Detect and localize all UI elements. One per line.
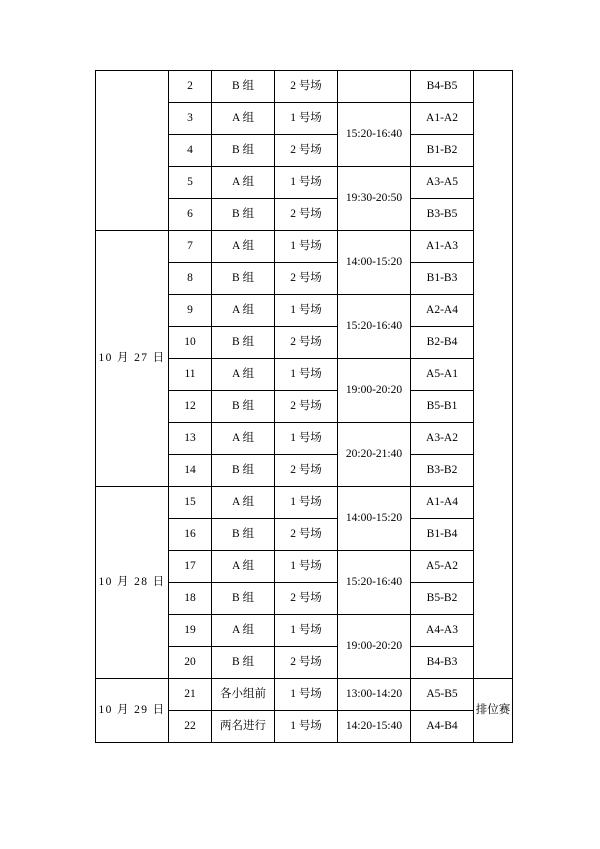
group-cell: A 组	[212, 167, 275, 199]
time-cell: 19:00-20:20	[338, 359, 411, 423]
court-cell: 2 号场	[275, 135, 338, 167]
court-cell: 2 号场	[275, 199, 338, 231]
time-cell: 14:00-15:20	[338, 487, 411, 551]
group-cell: B 组	[212, 647, 275, 679]
matchup-cell: A4-A3	[411, 615, 474, 647]
match-no-cell: 7	[169, 231, 212, 263]
note-cell: 排位赛	[474, 679, 513, 743]
date-cell: 10 月 28 日	[96, 487, 169, 679]
time-cell: 15:20-16:40	[338, 551, 411, 615]
court-cell: 2 号场	[275, 327, 338, 359]
group-cell: A 组	[212, 551, 275, 583]
matchup-cell: A1-A4	[411, 487, 474, 519]
matchup-cell: A3-A2	[411, 423, 474, 455]
match-no-cell: 15	[169, 487, 212, 519]
matchup-cell: B4-B5	[411, 71, 474, 103]
group-cell: B 组	[212, 391, 275, 423]
table-row	[96, 231, 513, 263]
group-cell: A 组	[212, 295, 275, 327]
match-no-cell: 4	[169, 135, 212, 167]
group-cell: A 组	[212, 359, 275, 391]
court-cell: 1 号场	[275, 231, 338, 263]
time-cell	[338, 71, 411, 103]
match-no-cell: 5	[169, 167, 212, 199]
group-cell: B 组	[212, 71, 275, 103]
court-cell: 2 号场	[275, 647, 338, 679]
court-cell: 2 号场	[275, 391, 338, 423]
match-no-cell: 6	[169, 199, 212, 231]
matchup-cell: A1-A3	[411, 231, 474, 263]
matchup-cell: B1-B4	[411, 519, 474, 551]
match-no-cell: 18	[169, 583, 212, 615]
match-no-cell: 9	[169, 295, 212, 327]
match-no-cell: 3	[169, 103, 212, 135]
group-cell: A 组	[212, 615, 275, 647]
time-cell: 15:20-16:40	[338, 103, 411, 167]
court-cell: 1 号场	[275, 359, 338, 391]
schedule-table	[95, 70, 513, 743]
court-cell: 2 号场	[275, 519, 338, 551]
matchup-cell: A5-A1	[411, 359, 474, 391]
matchup-cell: A1-A2	[411, 103, 474, 135]
date-cell	[96, 71, 169, 231]
time-cell: 13:00-14:20	[338, 679, 411, 711]
court-cell: 1 号场	[275, 295, 338, 327]
group-cell: B 组	[212, 583, 275, 615]
group-cell: 各小组前	[212, 679, 275, 711]
matchup-cell: A4-B4	[411, 711, 474, 743]
group-cell: A 组	[212, 103, 275, 135]
court-cell: 1 号场	[275, 679, 338, 711]
time-cell: 14:00-15:20	[338, 231, 411, 295]
table-row	[96, 487, 513, 519]
table-row	[96, 71, 513, 103]
court-cell: 2 号场	[275, 455, 338, 487]
match-no-cell: 22	[169, 711, 212, 743]
time-cell: 20:20-21:40	[338, 423, 411, 487]
court-cell: 2 号场	[275, 71, 338, 103]
match-no-cell: 8	[169, 263, 212, 295]
matchup-cell: A2-A4	[411, 295, 474, 327]
group-cell: B 组	[212, 263, 275, 295]
match-no-cell: 20	[169, 647, 212, 679]
court-cell: 1 号场	[275, 615, 338, 647]
court-cell: 1 号场	[275, 711, 338, 743]
matchup-cell: B3-B5	[411, 199, 474, 231]
time-cell: 14:20-15:40	[338, 711, 411, 743]
group-cell: A 组	[212, 231, 275, 263]
match-no-cell: 14	[169, 455, 212, 487]
time-cell: 19:00-20:20	[338, 615, 411, 679]
court-cell: 1 号场	[275, 487, 338, 519]
group-cell: A 组	[212, 487, 275, 519]
court-cell: 1 号场	[275, 167, 338, 199]
matchup-cell: B1-B3	[411, 263, 474, 295]
match-no-cell: 11	[169, 359, 212, 391]
match-no-cell: 17	[169, 551, 212, 583]
court-cell: 2 号场	[275, 583, 338, 615]
matchup-cell: B5-B1	[411, 391, 474, 423]
court-cell: 1 号场	[275, 103, 338, 135]
group-cell: B 组	[212, 455, 275, 487]
court-cell: 1 号场	[275, 423, 338, 455]
match-no-cell: 12	[169, 391, 212, 423]
group-cell: B 组	[212, 519, 275, 551]
match-no-cell: 10	[169, 327, 212, 359]
matchup-cell: B3-B2	[411, 455, 474, 487]
match-no-cell: 19	[169, 615, 212, 647]
match-no-cell: 16	[169, 519, 212, 551]
court-cell: 2 号场	[275, 263, 338, 295]
group-cell: B 组	[212, 327, 275, 359]
matchup-cell: B5-B2	[411, 583, 474, 615]
court-cell: 1 号场	[275, 551, 338, 583]
note-cell	[474, 71, 513, 679]
group-cell: 两名进行	[212, 711, 275, 743]
matchup-cell: A3-A5	[411, 167, 474, 199]
schedule-table-body	[96, 71, 513, 743]
match-no-cell: 2	[169, 71, 212, 103]
match-no-cell: 21	[169, 679, 212, 711]
match-no-cell: 13	[169, 423, 212, 455]
group-cell: B 组	[212, 135, 275, 167]
matchup-cell: B2-B4	[411, 327, 474, 359]
matchup-cell: A5-A2	[411, 551, 474, 583]
date-cell: 10 月 27 日	[96, 231, 169, 487]
matchup-cell: A5-B5	[411, 679, 474, 711]
time-cell: 19:30-20:50	[338, 167, 411, 231]
matchup-cell: B1-B2	[411, 135, 474, 167]
table-row	[96, 679, 513, 711]
time-cell: 15:20-16:40	[338, 295, 411, 359]
group-cell: A 组	[212, 423, 275, 455]
date-cell: 10 月 29 日	[96, 679, 169, 743]
matchup-cell: B4-B3	[411, 647, 474, 679]
group-cell: B 组	[212, 199, 275, 231]
